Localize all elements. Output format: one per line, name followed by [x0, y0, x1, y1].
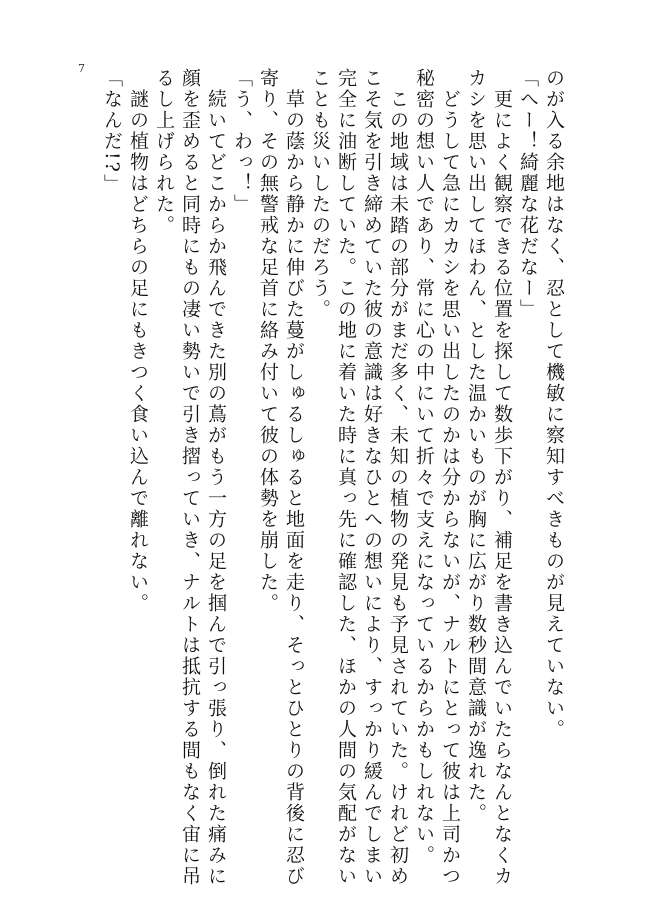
- text-line: 「へー！綺麗な花だなー」: [517, 68, 539, 320]
- text-line: この地域は未踏の部分がまだ多く、未知の植物の発見も予見されていた。けれど初め: [387, 68, 409, 887]
- text-line: どうして急にカカシを思い出したのかは分からないが、ナルトにとって彼は上司かつ: [439, 68, 461, 887]
- text-line: 謎の植物はどちらの足にもきつく食い込んで離れない。: [127, 68, 149, 614]
- text-line: 更によく観察できる位置を探して数歩下がり、補足を書き込んでいたらなんとなくカ: [491, 68, 513, 887]
- text-line: こそ気を引き締めていた彼の意識は好きなひとへの想いにより、すっかり緩んでしまい: [361, 68, 383, 887]
- text-line: るし上げられた。: [153, 68, 175, 236]
- text-line: 「う、わっ！」: [231, 68, 253, 215]
- page-number: 7: [78, 62, 85, 75]
- text-line: 草の蔭から静かに伸びた蔓がしゅるしゅると地面を走り、そっとひとりの背後に忍び: [283, 68, 305, 887]
- text-line: 「なんだ!?」: [101, 68, 123, 195]
- text-line: 寄り、その無警戒な足首に絡み付いて彼の体勢を崩した。: [257, 68, 279, 614]
- text-line: ことも災いしたのだろう。: [309, 68, 331, 320]
- text-line: 完全に油断していた。この地に着いた時に真っ先に確認した、ほかの人間の気配がない: [335, 68, 357, 887]
- text-line: 秘密の想い人であり、常に心の中にいて折々で支えになっているからかもしれない。: [413, 68, 435, 866]
- text-line: のが入る余地はなく、忍として機敏に察知すべきものが見えていない。: [543, 68, 565, 740]
- vertical-body-text: [99, 68, 567, 887]
- text-line: 続いてどこからか飛んできた別の蔦がもう一方の足を掴んで引っ張り、倒れた痛みに: [205, 68, 227, 887]
- text-line: カシを思い出してほわん、とした温かいものが胸に広がり数秒間意識が逸れた。: [465, 68, 487, 824]
- text-line: 顔を歪めると同時にもの凄い勢いで引き摺っていき、ナルトは抵抗する間もなく宙に吊: [179, 68, 201, 887]
